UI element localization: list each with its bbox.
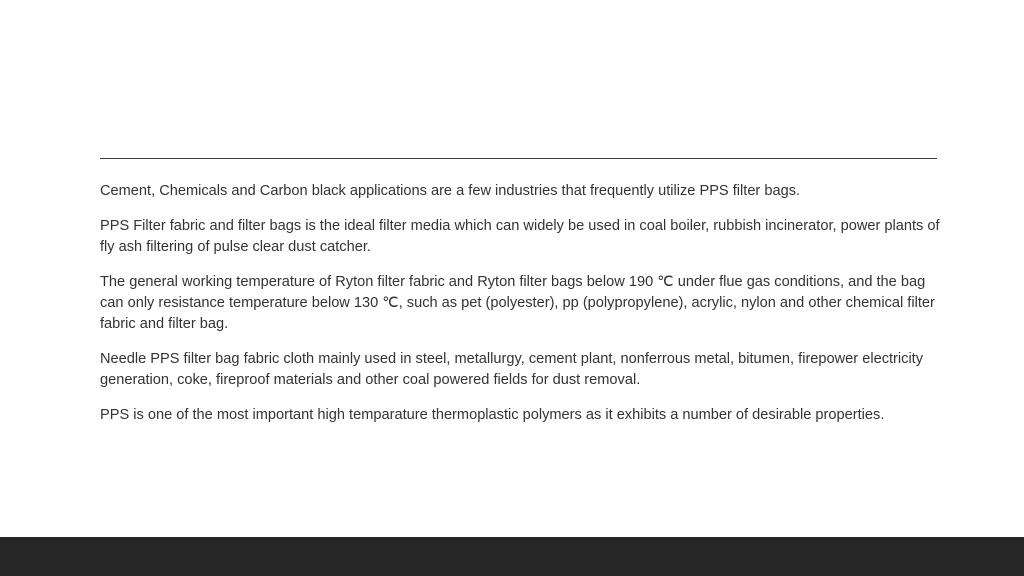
footer-bar — [0, 537, 1024, 576]
paragraph-1: Cement, Chemicals and Carbon black applications are a few industries that frequently utilize PPS filter bags. — [100, 183, 801, 199]
body-text — [100, 181, 940, 440]
title-divider — [100, 158, 937, 159]
paragraph-4: Needle PPS filter bag fabric cloth mainly used in steel, metallurgy, cement plant, nonferrous metal, bitumen, firepower electricity generation, coke, fireproof materials and other coal powered fields for dust removal. — [100, 351, 924, 388]
paragraph-3: The general working temperature of Ryton filter fabric and Ryton filter bags below 190 ℃ under flue gas conditions, and the bag can only resistance temperature below 130 ℃, such as pet (polyester), pp (polypropylene), acrylic, nylon and other chemical filter fabric and filter bag. — [100, 274, 935, 332]
paragraph-2: PPS Filter fabric and filter bags is the ideal filter media which can widely be used in coal boiler, rubbish incinerator, power plants of fly ash filtering of pulse clear dust catcher. — [100, 218, 940, 255]
paragraph-5: PPS is one of the most important high temparature thermoplastic polymers as it exhibits a number of desirable properties. — [100, 407, 885, 423]
